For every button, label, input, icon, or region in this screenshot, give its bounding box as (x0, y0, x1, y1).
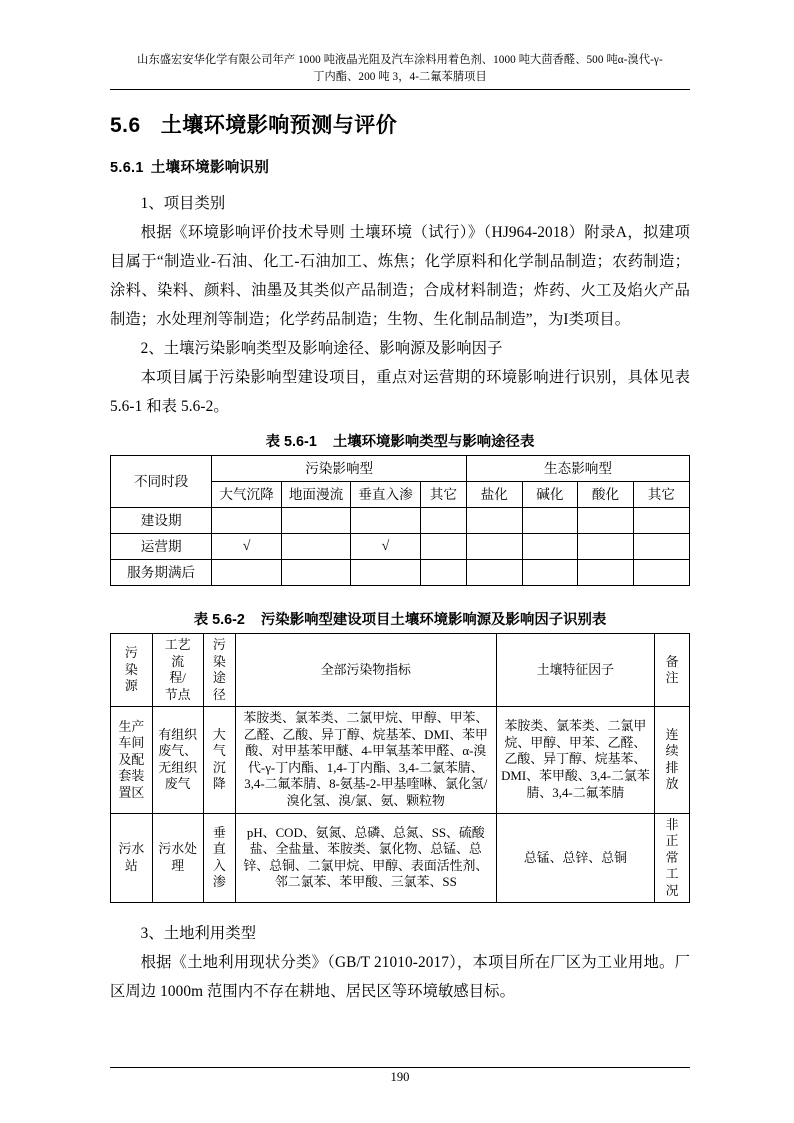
table1-cell (281, 508, 350, 534)
page-title (110, 109, 690, 139)
table1-cell (351, 560, 420, 586)
table1-subheader: 地面漫流 (281, 482, 350, 508)
table1-subheader: 其它 (633, 482, 689, 508)
table1-col-period: 不同时段 (111, 456, 212, 508)
table2-col-factors: 土壤特征因子 (496, 634, 655, 707)
subsection-title-text: 土壤环境影响识别 (150, 160, 270, 176)
table1-group-pollution: 污染影响型 (212, 456, 467, 482)
table2-col-remark-label: 备注 (665, 654, 679, 685)
table1-cell (420, 560, 466, 586)
page-number: 190 (390, 1070, 410, 1084)
table1-subheader: 盐化 (467, 482, 523, 508)
table1-cell (212, 508, 281, 534)
table2-cell-remark (655, 707, 690, 814)
item1-body: 根据《环境影响评价技术导则 土壤环境（试行）》（HJ964-2018）附录A，拟建项目属于“制造业-石油、化工-石油加工、炼焦；化学原料和化学制品制造；农药制造；涂料、染料、颜料、油墨及其类似产品制造；合成材料制造；炸药、火工及焰火产品制造；水处理剂等制造；化学药品制造；生物、生化制品制造”，为I类项目。 (110, 224, 690, 328)
table1-cell (467, 534, 523, 560)
header-divider (110, 89, 690, 90)
table1-subheader: 其它 (420, 482, 466, 508)
item2-body: 本项目属于污染影响型建设项目，重点对运营期的环境影响进行识别，具体见表 5.6-1 和表 5.6-2。 (110, 369, 690, 415)
table2-cell-process (152, 707, 203, 814)
table1-cell (522, 560, 578, 586)
section-title-text: 土壤环境影响预测与评价 (160, 114, 398, 137)
table1-cell (522, 534, 578, 560)
subsection-heading (110, 156, 690, 177)
footer-divider (110, 1067, 690, 1068)
table1-cell (522, 508, 578, 534)
table2-caption-title: 污染影响型建设项目土壤环境影响源及影响因子识别表 (260, 612, 607, 628)
table1-subheader: 垂直入渗 (351, 482, 420, 508)
table2-col-process-label: 工艺流程/节点 (164, 638, 191, 702)
table2-col-pathway (203, 634, 235, 707)
table1-cell (467, 560, 523, 586)
table-row (111, 560, 690, 586)
table1-row-label: 建设期 (111, 508, 212, 534)
table1-cell (281, 560, 350, 586)
table2-col-source-label: 污染源 (124, 646, 138, 694)
table2-cell-pathway (203, 707, 235, 814)
table2-pathway-text: 大气沉降 (212, 727, 226, 792)
table2-process-text: 有组织废气、无组织废气 (158, 727, 197, 792)
table2-cell-source (111, 813, 153, 903)
table2-caption-number: 表 5.6-2 (193, 612, 245, 628)
table1-cell (281, 534, 350, 560)
subsection-number: 5.6.1 (110, 160, 144, 176)
table2-source-text: 污水站 (118, 842, 145, 873)
table-row (111, 508, 690, 534)
table1-cell (420, 534, 466, 560)
table1-cell (420, 508, 466, 534)
table2-cell-source (111, 707, 153, 814)
table1-row-label: 运营期 (111, 534, 212, 560)
table2-process-text: 污水处理 (158, 842, 197, 873)
table2-col-remark (655, 634, 690, 707)
table1-cell (578, 508, 634, 534)
table2-cell-factors: 总锰、总锌、总铜 (496, 813, 655, 903)
running-header-line2: 丁内酯、200 吨 3，4-二氟苯腈项目 (313, 70, 487, 83)
table2-col-source (111, 634, 153, 707)
table2-col-pathway-label: 污染途径 (212, 638, 226, 702)
table2-caption (110, 608, 690, 629)
table1-row-label: 服务期满后 (111, 560, 212, 586)
table2-pathway-text: 垂直入渗 (212, 825, 226, 890)
table-row (111, 534, 690, 560)
table1-cell (578, 560, 634, 586)
table2-header-row (111, 634, 690, 707)
section-number: 5.6 (110, 114, 141, 137)
table1-cell (212, 560, 281, 586)
item3-heading: 3、土地利用类型 (140, 925, 257, 943)
table1-group-ecology: 生态影响型 (467, 456, 690, 482)
table1-cell (351, 508, 420, 534)
table2-cell-pathway (203, 813, 235, 903)
table2-cell-process (152, 813, 203, 903)
table2-remark-text: 连续排放 (665, 727, 679, 792)
table1-subheader: 酸化 (578, 482, 634, 508)
item2-heading: 2、土壤污染影响类型及影响途径、影响源及影响因子 (140, 340, 503, 357)
table1-cell (467, 508, 523, 534)
table1-cell (633, 534, 689, 560)
table2-cell-pollutants: 苯胺类、氯苯类、二氯甲烷、甲醇、甲苯、乙醛、乙酸、异丁醇、烷基苯、DMI、苯甲酸、对甲基苯甲醚、4-甲氧基苯甲醛、α-溴代-γ-丁内酯、1,4-丁内酯、3,4-二氯苯腈、3,4-二氟苯腈、8-氨基-2-甲基喹啉、氯化氢/溴化氢、溴/氯、氨、颗粒物 (236, 707, 497, 814)
table1-header-row-1 (111, 456, 690, 482)
table1-cell (633, 560, 689, 586)
table2-cell-factors: 苯胺类、氯苯类、二氯甲烷、甲醇、甲苯、乙醛、乙酸、异丁醇、烷基苯、DMI、苯甲酸、3,4-二氯苯腈、3,4-二氟苯腈 (496, 707, 655, 814)
table2-cell-pollutants: pH、COD、氨氮、总磷、总氮、SS、硫酸盐、全盐量、苯胺类、氯化物、总锰、总锌、总铜、二氯甲烷、甲醇、表面活性剂、邻二氯苯、苯甲酸、三氯苯、SS (236, 813, 497, 903)
page-footer (110, 1067, 690, 1085)
item3-body: 根据《土地利用现状分类》（GB/T 21010-2017），本项目所在厂区为工业用地。厂区周边 1000m 范围内不存在耕地、居民区等环境敏感目标。 (110, 954, 690, 1001)
table-row (111, 813, 690, 903)
table1-cell (633, 508, 689, 534)
item1-heading: 1、项目类别 (140, 195, 226, 212)
table2-remark-text: 非正常工况 (665, 817, 679, 898)
table-row (111, 707, 690, 814)
impact-source-factor-table (110, 633, 690, 903)
impact-type-pathway-table (110, 455, 690, 586)
table1-caption-number: 表 5.6-1 (265, 434, 317, 450)
table2-col-process (152, 634, 203, 707)
table2-cell-remark (655, 813, 690, 903)
table1-caption (110, 430, 690, 451)
table1-subheader: 大气沉降 (212, 482, 281, 508)
table2-col-pollutants: 全部污染物指标 (236, 634, 497, 707)
running-header-line1: 山东盛宏安华化学有限公司年产 1000 吨液晶光阻及汽车涂料用着色剂、1000 吨大茴香醛、500 吨α-溴代-γ- (137, 54, 663, 66)
table1-cell (578, 534, 634, 560)
table2-source-text: 生产车间及配套装置区 (118, 719, 145, 800)
table1-subheader: 碱化 (522, 482, 578, 508)
running-header (110, 52, 690, 87)
table1-caption-title: 土壤环境影响类型与影响途径表 (332, 434, 535, 450)
table1-cell: √ (351, 534, 420, 560)
table1-cell: √ (212, 534, 281, 560)
